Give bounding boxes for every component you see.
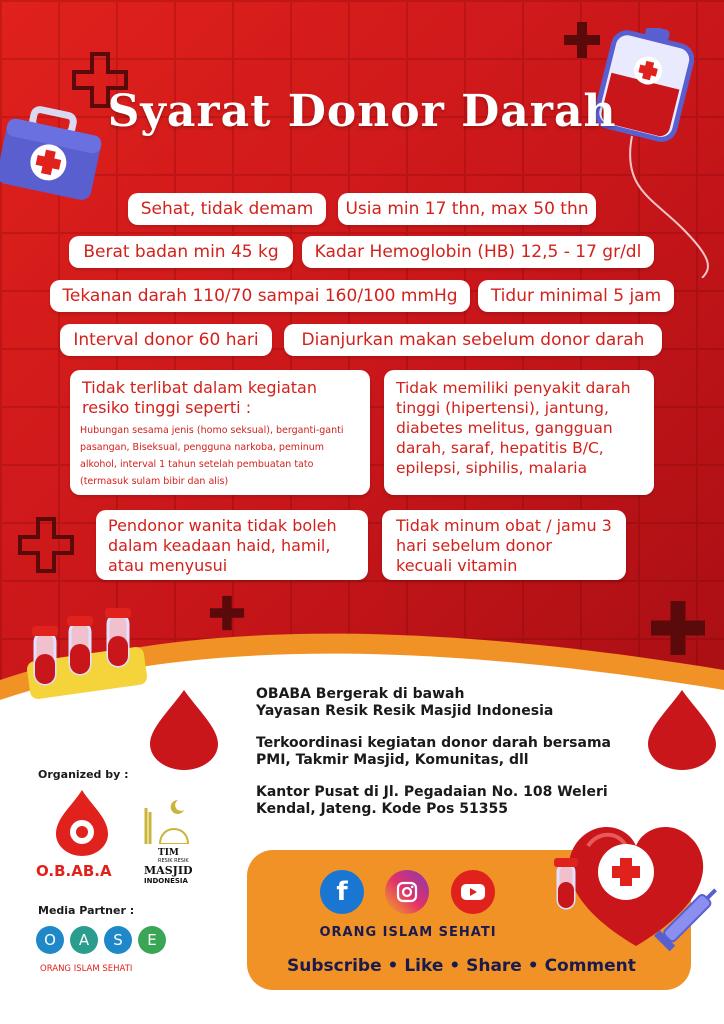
info-line-3b: Kendal, Jateng. Kode Pos 51355 xyxy=(256,801,508,817)
disease-text: Tidak memiliki penyakit darah tinggi (hipertensi), jantung, diabetes melitus, gangguan darah, saraf, hepatitis B/C, epilepsi, siphilis, malaria xyxy=(396,379,631,477)
oase-letter-s: S xyxy=(104,926,132,954)
bullet-icon: • xyxy=(449,956,467,976)
oase-logo xyxy=(36,926,166,954)
oase-letter-o: O xyxy=(36,926,64,954)
medicine-text: Tidak minum obat / jamu 3 hari sebelum donor kecuali vitamin xyxy=(396,516,612,575)
blood-drop-icon xyxy=(646,688,718,770)
risk-box xyxy=(70,370,370,495)
info-line-2b: PMI, Takmir Masjid, Komunitas, dll xyxy=(256,752,529,768)
risk-title: Tidak terlibat dalam kegiatan resiko tinggi seperti : xyxy=(82,378,317,417)
req-age: Usia min 17 thn, max 50 thn xyxy=(338,193,596,225)
req-sleep: Tidur minimal 5 jam xyxy=(478,280,674,312)
req-eat: Dianjurkan makan sebelum donor darah xyxy=(284,324,662,356)
cross-icon xyxy=(16,515,76,575)
oase-letter-a: A xyxy=(70,926,98,954)
req-weight: Berat badan min 45 kg xyxy=(69,236,293,268)
req-blood-pressure: Tekanan darah 110/70 sampai 160/100 mmHg xyxy=(50,280,470,312)
subscribe-label: Subscribe xyxy=(287,956,382,976)
obaba-logo xyxy=(52,788,112,858)
info-line-2a: Terkoordinasi kegiatan donor darah bersama xyxy=(256,735,611,751)
share-label: Share xyxy=(466,956,522,976)
camera-glyph xyxy=(395,880,419,904)
oase-subtitle: ORANG ISLAM SEHATI xyxy=(40,964,133,974)
req-interval: Interval donor 60 hari xyxy=(60,324,272,356)
info-line-3a: Kantor Pusat di Jl. Pegadaian No. 108 Weleri xyxy=(256,784,608,800)
test-tubes-icon xyxy=(20,604,150,704)
oase-letter-e: E xyxy=(138,926,166,954)
disease-box xyxy=(384,370,654,495)
women-text: Pendonor wanita tidak boleh dalam keadaan haid, hamil, atau menyusui xyxy=(108,516,337,575)
risk-detail: Hubungan sesama jenis (homo seksual), berganti-ganti pasangan, Biseksual, pengguna narkoba, peminum alkohol, interval 1 tahun setelah pembuatan tato (termasuk sulam bibir dan alis) xyxy=(80,425,344,487)
media-partner-label: Media Partner : xyxy=(38,904,135,917)
organized-by-label: Organized by : xyxy=(38,768,129,781)
cta-row xyxy=(287,956,636,976)
obaba-label: O.B.AB.A xyxy=(36,862,112,880)
instagram-icon[interactable] xyxy=(385,870,429,914)
medicine-box xyxy=(382,510,626,580)
like-label: Like xyxy=(404,956,444,976)
mosque-icon xyxy=(140,788,202,844)
req-hemoglobin: Kadar Hemoglobin (HB) 12,5 - 17 gr/dl xyxy=(302,236,654,268)
page-title: Syarat Donor Darah xyxy=(107,86,617,137)
women-box xyxy=(96,510,368,580)
bullet-icon: • xyxy=(387,956,405,976)
req-healthy: Sehat, tidak demam xyxy=(128,193,326,225)
info-line-1b: Yayasan Resik Resik Masjid Indonesia xyxy=(256,703,554,719)
bullet-icon: • xyxy=(527,956,545,976)
masjid-tim: TIM xyxy=(158,848,179,858)
youtube-icon[interactable] xyxy=(451,870,495,914)
heart-blood-icon xyxy=(548,806,724,956)
comment-label: Comment xyxy=(544,956,636,976)
masjid-resik: RESIK RESIK xyxy=(158,858,189,864)
masjid-masjid: MASJID xyxy=(144,864,193,877)
masjid-indonesia: INDONESIA xyxy=(144,877,188,885)
info-line-1a: OBABA Bergerak di bawah xyxy=(256,686,465,702)
play-glyph xyxy=(460,882,486,902)
blood-drop-icon xyxy=(148,688,220,770)
masjid-logo xyxy=(140,788,202,885)
facebook-icon[interactable]: f xyxy=(320,870,364,914)
channel-name: ORANG ISLAM SEHATI xyxy=(319,925,497,940)
